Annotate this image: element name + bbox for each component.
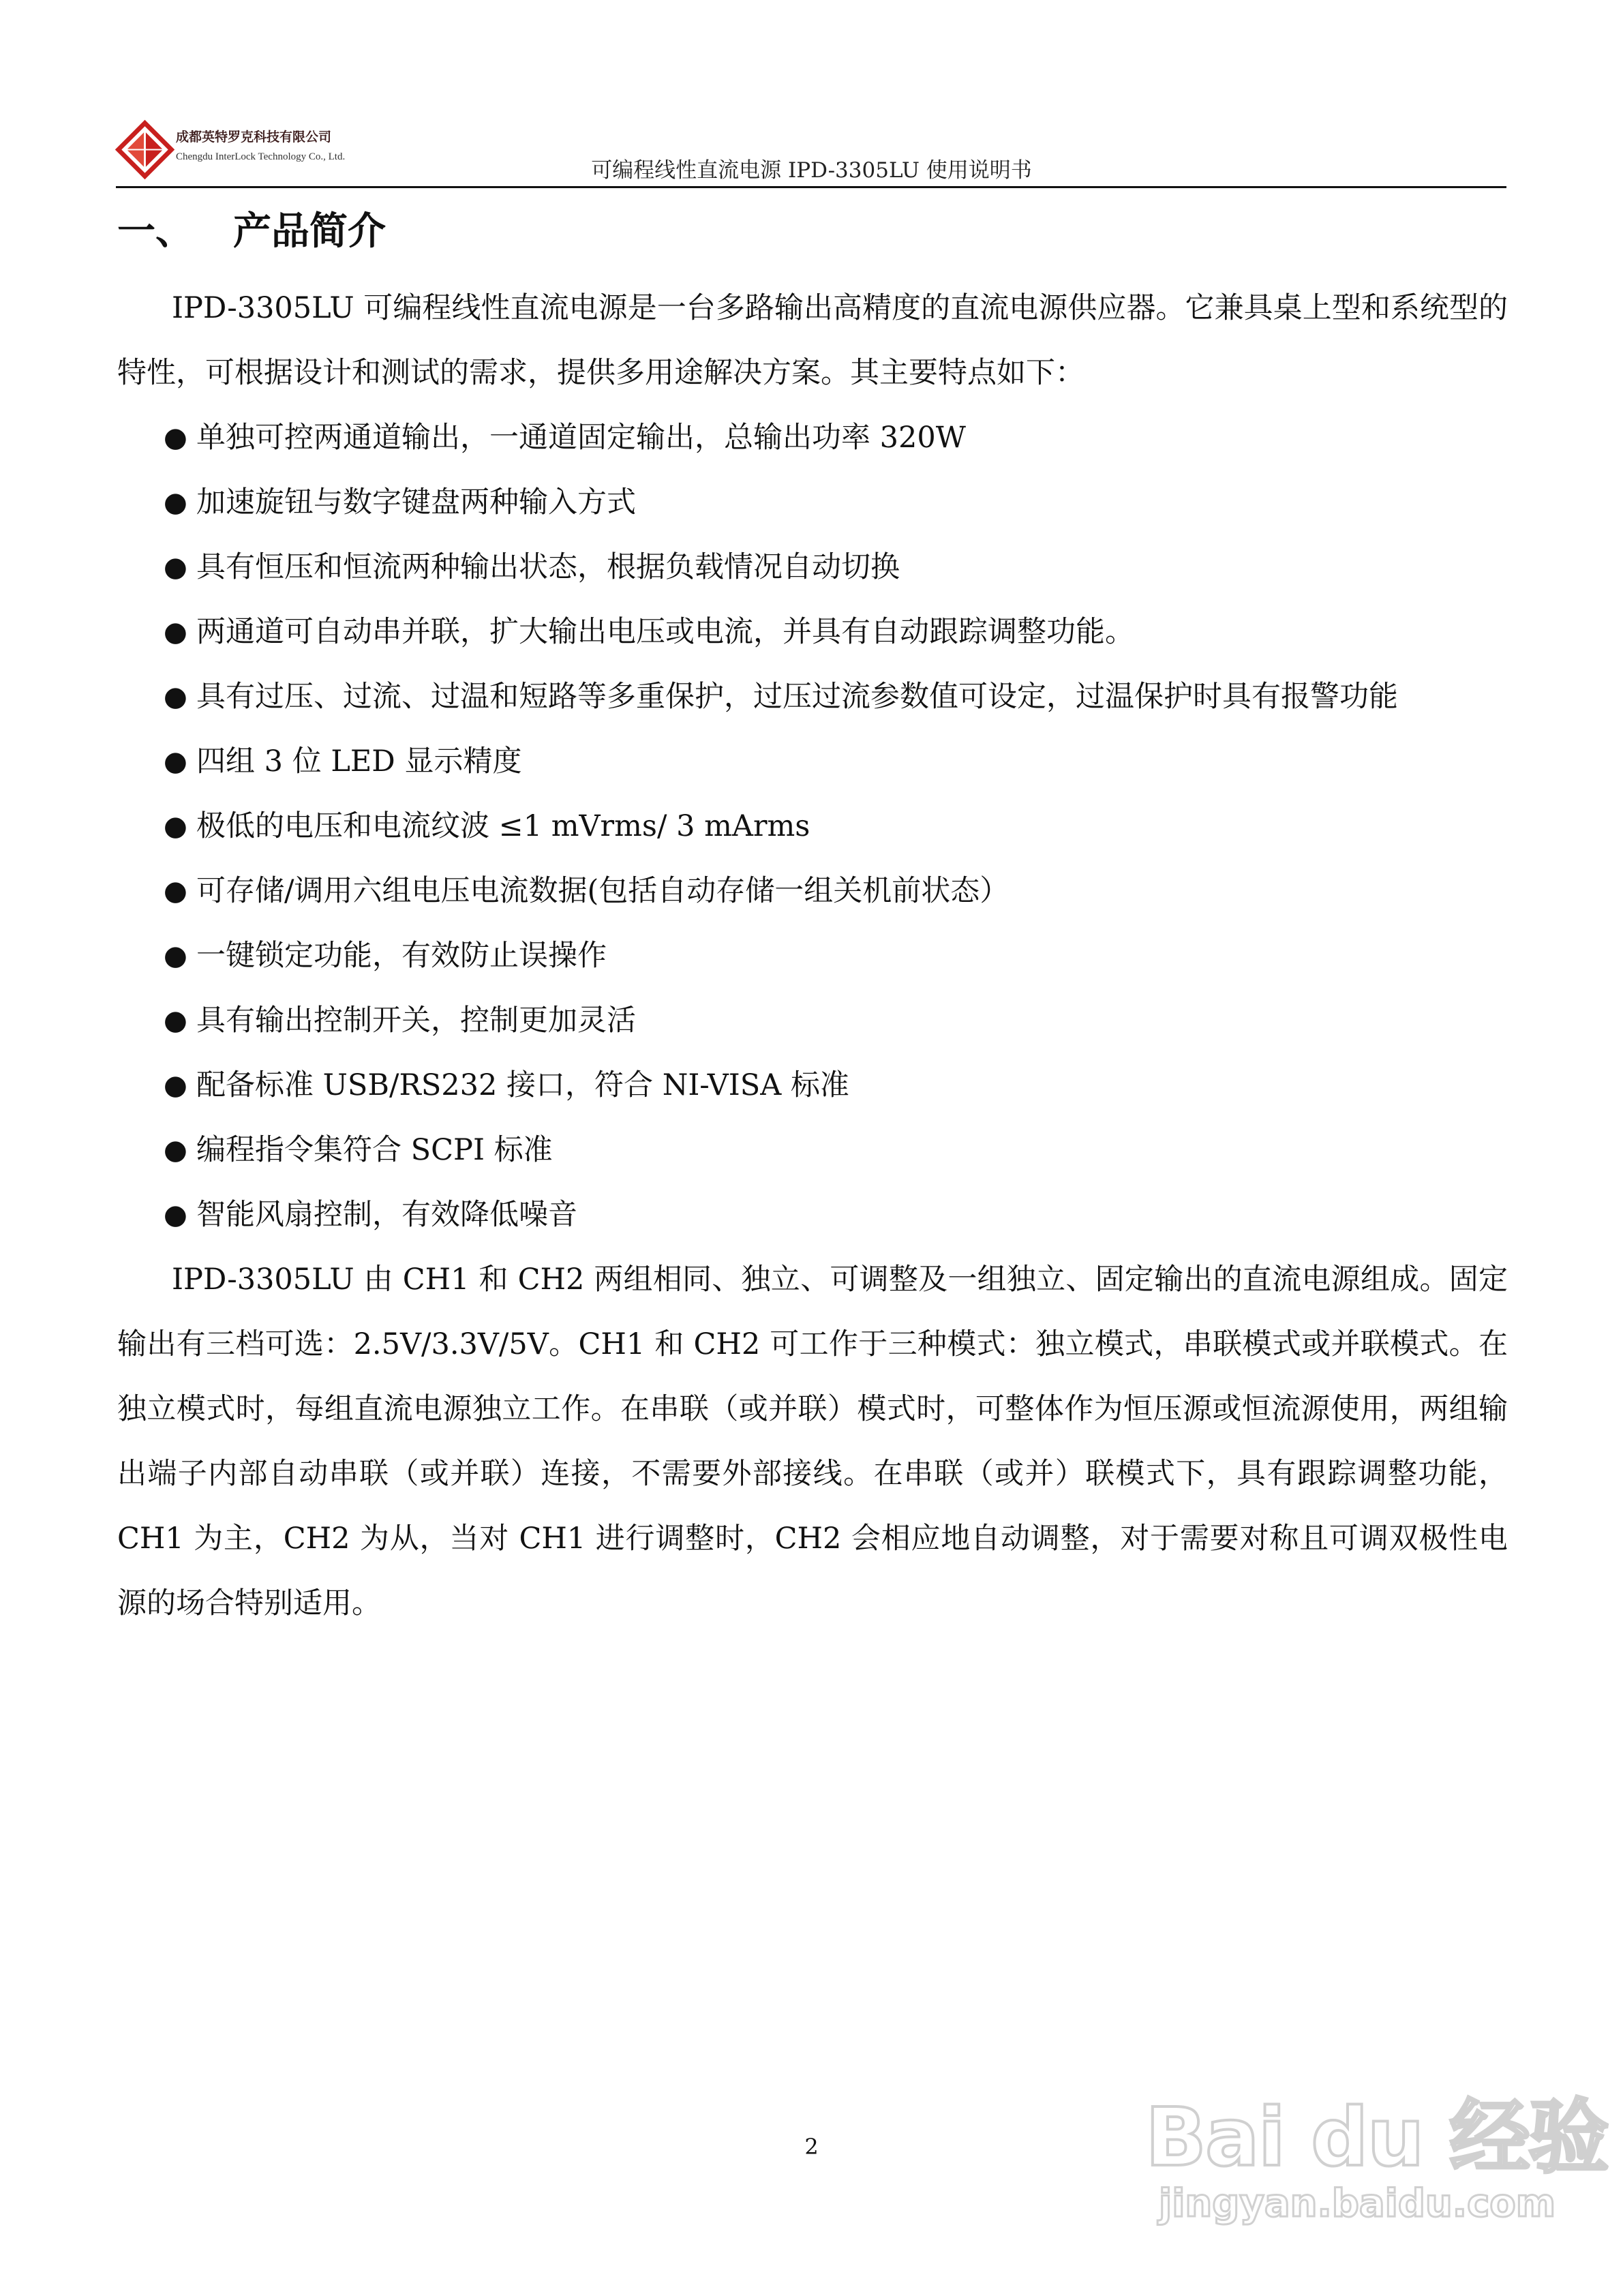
description-paragraph: IPD-3305LU 由 CH1 和 CH2 两组相同、独立、可调整及一组独立、固定输出的直流电源组成。固定输出有三档可选：2.5V/3.3V/5V。CH1 和 CH2 可工作于三种模式：独立模式，串联模式或并联模式。在独立模式时，每组直流电源独立工作。在串联（或并联）模式时，可整体作为恒压源或恒流源使用，两组输出端子内部自动串联（或并联）连接，不需要外部接线。在串联（或并）联模式下，具有跟踪调整功能，CH1 为主，CH2 为从，当对 CH1 进行调整时，CH2 会相应地自动调整，对于需要对称且可调双极性电源的场合特别适用。: [117, 1263, 1508, 1620]
feature-item: [164, 600, 1508, 665]
bullet-icon: ●: [164, 552, 187, 583]
feature-text: 一键锁定功能，有效防止误操作: [196, 939, 607, 973]
intro-paragraph: IPD-3305LU 可编程线性直流电源是一台多路输出高精度的直流电源供应器。它兼具桌上型和系统型的特性，可根据设计和测试的需求，提供多用途解决方案。其主要特点如下：: [117, 291, 1508, 390]
section-title: 产品简介: [233, 209, 386, 254]
feature-text: 具有恒压和恒流两种输出状态，根据负载情况自动切换: [196, 550, 900, 584]
feature-item: [164, 1118, 1508, 1183]
page-content: [117, 276, 1508, 1636]
bullet-icon: ●: [164, 940, 187, 971]
feature-item: [164, 1053, 1508, 1118]
feature-item: [164, 988, 1508, 1053]
bullet-icon: ●: [164, 487, 187, 518]
section-heading: [117, 205, 386, 259]
page-number: 2: [804, 2134, 819, 2160]
company-name-english: Chengdu InterLock Technology Co., Ltd.: [176, 151, 346, 162]
feature-text: 智能风扇控制，有效降低噪音: [196, 1198, 577, 1232]
feature-text: 可存储/调用六组电压电流数据(包括自动存储一组关机前状态）: [196, 874, 1010, 908]
feature-item: [164, 1183, 1508, 1248]
bullet-icon: ●: [164, 811, 187, 842]
header-divider: [116, 186, 1506, 188]
bullet-icon: ●: [164, 875, 187, 907]
feature-item: [164, 406, 1508, 470]
feature-item: [164, 665, 1508, 729]
feature-text: 配备标准 USB/RS232 接口，符合 NI-VISA 标准: [196, 1068, 849, 1102]
feature-text: 两通道可自动串并联，扩大输出电压或电流，并具有自动跟踪调整功能。: [196, 615, 1134, 649]
bullet-icon: ●: [164, 422, 187, 453]
bullet-icon: ●: [164, 681, 187, 712]
feature-item: [164, 470, 1508, 535]
page-header: [0, 0, 1623, 191]
feature-item: [164, 859, 1508, 924]
company-name: 成都英特罗克科技有限公司: [176, 130, 332, 145]
feature-list: [117, 406, 1508, 1248]
feature-item: [164, 535, 1508, 600]
feature-text: 加速旋钮与数字键盘两种输入方式: [196, 485, 636, 519]
watermark-brand: Bai du 经验: [1145, 2090, 1608, 2184]
feature-text: 编程指令集符合 SCPI 标准: [196, 1133, 553, 1167]
bullet-icon: ●: [164, 1134, 187, 1166]
bullet-icon: ●: [164, 1070, 187, 1101]
feature-text: 极低的电压和电流纹波 ≤1 mVrms/ 3 mArms: [196, 809, 810, 843]
feature-text: 具有输出控制开关，控制更加灵活: [196, 1003, 636, 1038]
section-number: 一、: [117, 209, 194, 254]
feature-item: [164, 729, 1508, 794]
bullet-icon: ●: [164, 1199, 187, 1230]
document-title: 可编程线性直流电源 IPD-3305LU 使用说明书: [591, 158, 1032, 183]
feature-item: [164, 924, 1508, 988]
baidu-watermark: [1145, 2066, 1608, 2236]
bullet-icon: ●: [164, 746, 187, 777]
feature-text: 四组 3 位 LED 显示精度: [196, 744, 522, 779]
watermark-url: jingyan.baidu.com: [1159, 2181, 1556, 2226]
bullet-icon: ●: [164, 616, 187, 648]
bullet-icon: ●: [164, 1005, 187, 1036]
feature-text: 单独可控两通道输出，一通道固定输出，总输出功率 320W: [196, 421, 966, 455]
feature-text: 具有过压、过流、过温和短路等多重保护，过压过流参数值可设定，过温保护时具有报警功能: [196, 680, 1398, 714]
feature-item: [164, 794, 1508, 859]
